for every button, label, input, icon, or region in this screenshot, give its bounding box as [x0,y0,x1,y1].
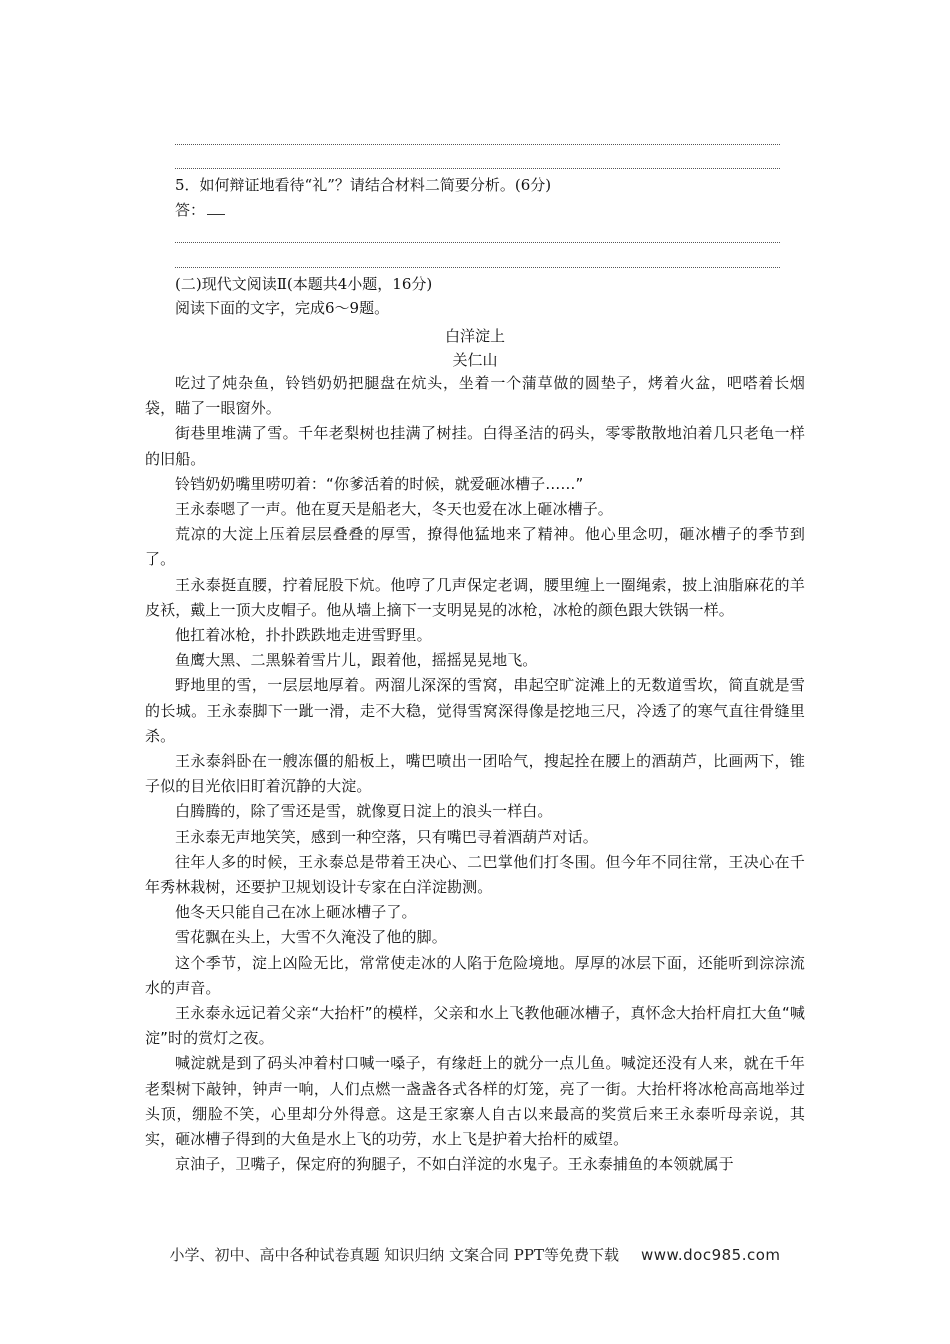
page-footer [0,1242,950,1268]
story-paragraph: 雪花飘在头上，大雪不久淹没了他的脚。 [175,928,447,947]
story-paragraph: 荒凉的大淀上压着层层叠叠的厚雪，撩得他猛地来了精神。他心里念叨，砸冰槽子的季节到了。 [145,525,805,569]
story-paragraph: 鱼鹰大黑、二黑躲着雪片儿，跟着他，摇摇晃晃地飞。 [175,651,538,670]
answer-line [175,267,780,268]
section-heading: (二)现代文阅读Ⅱ(本题共4小题，16分) [175,275,433,293]
section-instruction: 阅读下面的文字，完成6～9题。 [175,299,390,317]
story-author: 关仁山 [452,351,498,369]
answer-line [175,168,780,169]
story-paragraph: 吃过了炖杂鱼，铃铛奶奶把腿盘在炕头，坐着一个蒲草做的圆垫子，烤着火盆，吧嗒着长烟袋，瞄了一眼窗外。 [145,374,805,418]
answer-blank [207,202,225,215]
story-paragraph: 他扛着冰枪，扑扑跌跌地走进雪野里。 [175,626,432,645]
story-paragraph: 往年人多的时候，王永泰总是带着王决心、二巴掌他们打冬围。但今年不同往常，王决心在千年秀林栽树，还要护卫规划设计专家在白洋淀勘测。 [145,852,805,897]
footer-url[interactable]: www.doc985.com [640,1246,781,1264]
story-paragraph: 京油子，卫嘴子，保定府的狗腿子，不如白洋淀的水鬼子。王永泰捕鱼的本领就属于 [175,1155,734,1174]
story-paragraph: 白腾腾的，除了雪还是雪，就像夏日淀上的浪头一样白。 [175,802,553,821]
answer-line [175,144,780,145]
story-paragraph: 街巷里堆满了雪。千年老梨树也挂满了树挂。白得圣洁的码头，零零散散地泊着几只老龟一样的旧船。 [145,424,805,468]
story-paragraph: 他冬天只能自己在冰上砸冰槽子了。 [175,903,417,922]
answer-line [175,242,780,243]
answer-label-row [175,199,225,221]
story-paragraph: 王永泰挺直腰，拧着屁股下炕。他哼了几声保定老调，腰里缠上一圈绳索，披上油脂麻花的羊皮袄，戴上一顶大皮帽子。他从墙上摘下一支明晃晃的冰枪，冰枪的颜色跟大铁锅一样。 [145,575,805,619]
story-paragraph: 野地里的雪，一层层地厚着。两溜儿深深的雪窝，串起空旷淀滩上的无数道雪坎，简直就是雪的长城。王永泰脚下一跐一滑，走不大稳，觉得雪窝深得像是挖地三尺，冷透了的寒气直往骨缝里杀。 [145,676,805,745]
story-paragraph: 喊淀就是到了码头冲着村口喊一嗓子，有缘赶上的就分一点儿鱼。喊淀还没有人来，就在千年老梨树下敲钟，钟声一响，人们点燃一盏盏各式各样的灯笼，亮了一街。大抬杆将冰枪高高地举过头顶，绷脸不笑，心里却分外得意。这是王家寨人自古以来最高的奖赏后来王永泰听母亲说，其实，砸冰槽子得到的大鱼是水上飞的功劳，水上飞是护着大抬杆的威望。 [145,1054,805,1149]
story-body [145,371,805,1178]
story-paragraph: 王永泰嗯了一声。他在夏天是船老大，冬天也爱在冰上砸冰槽子。 [175,500,613,519]
answer-label: 答： [175,201,206,219]
story-paragraph: 这个季节，淀上凶险无比，常常使走冰的人陷于危险境地。厚厚的冰层下面，还能听到淙淙流水的声音。 [145,953,805,997]
footer-text: 小学、初中、高中各种试卷真题 知识归纳 文案合同 PPT等免费下载 [169,1246,619,1264]
question-5-text: 5．如何辩证地看待“礼”？请结合材料二简要分析。(6分) [175,176,552,194]
story-paragraph: 王永泰无声地笑笑，感到一种空落，只有嘴巴寻着酒葫芦对话。 [175,827,598,846]
story-paragraph: 王永泰斜卧在一艘冻僵的船板上，嘴巴喷出一团哈气，搜起拴在腰上的酒葫芦，比画两下，锥子似的目光依旧盯着沉静的大淀。 [145,752,805,796]
story-title: 白洋淀上 [444,327,505,345]
story-paragraph: 铃铛奶奶嘴里唠叨着：“你爹活着的时候，就爱砸冰槽子……” [175,474,584,493]
story-paragraph: 王永泰永远记着父亲“大抬杆”的模样，父亲和水上飞教他砸冰槽子，真怀念大抬杆肩扛大鱼“喊淀”时的赏灯之夜。 [145,1004,805,1048]
